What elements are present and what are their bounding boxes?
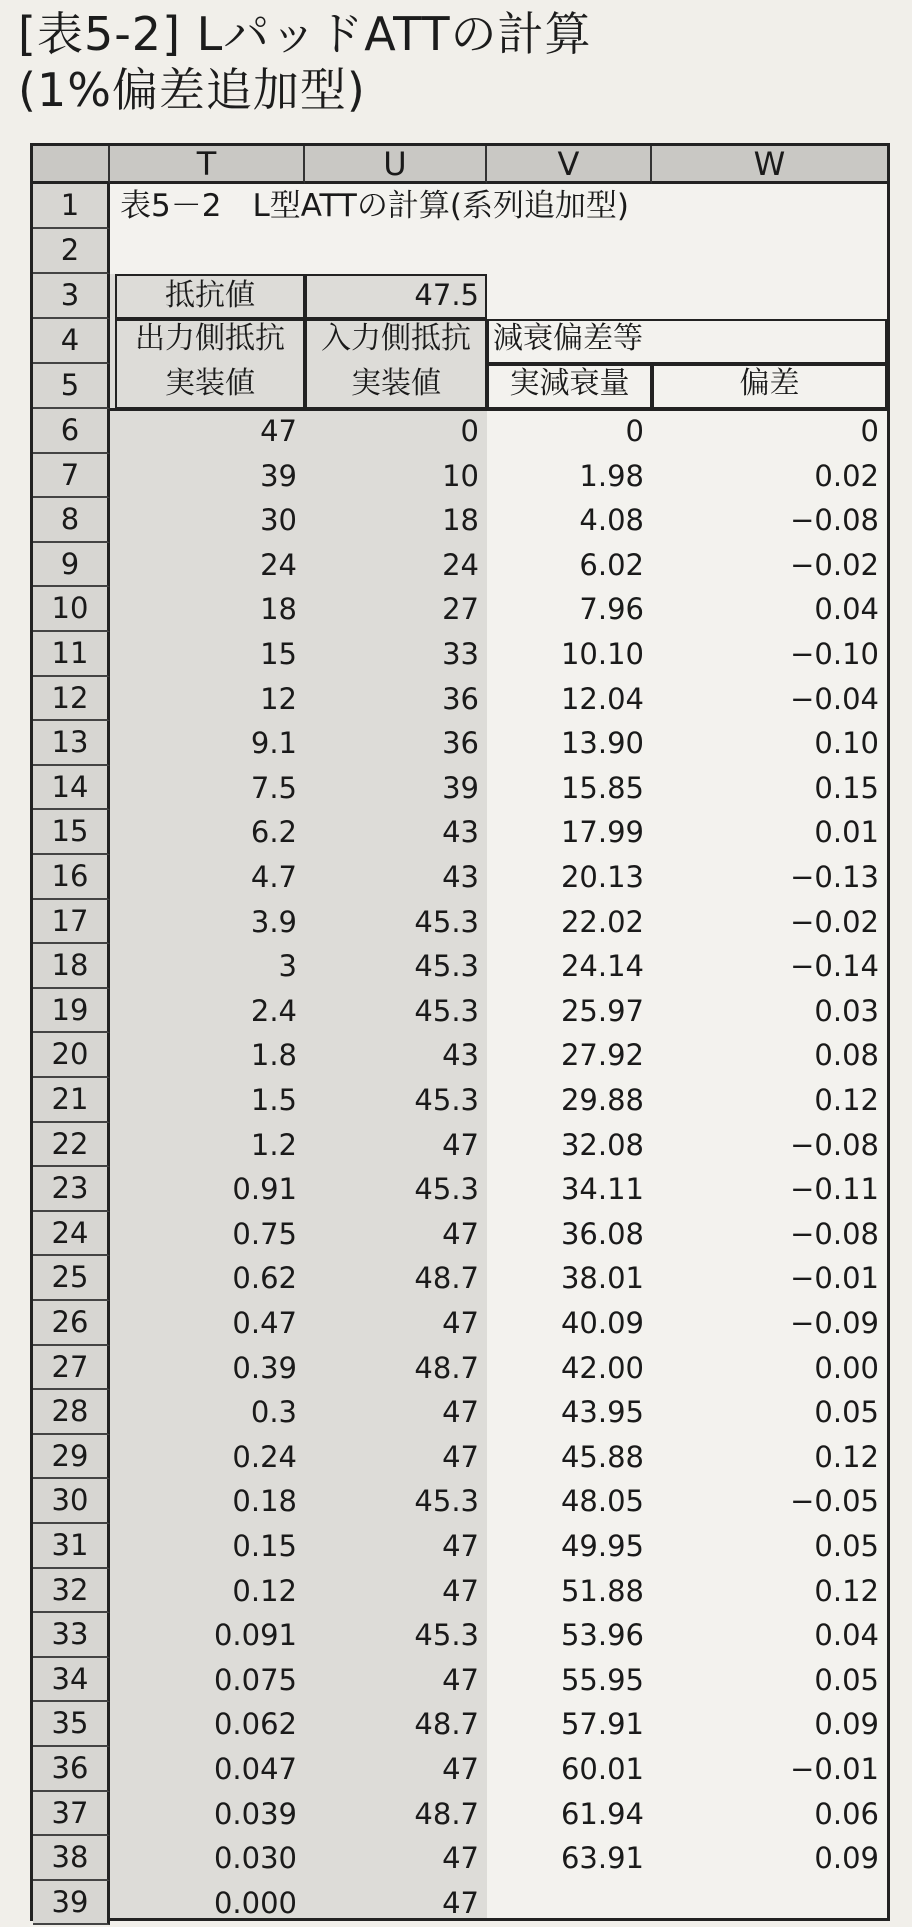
cell-w-7[interactable]: 0.02: [814, 458, 879, 493]
cell-w-27[interactable]: 0.00: [814, 1350, 879, 1385]
cell-w-32[interactable]: 0.12: [814, 1573, 879, 1608]
cell-v-27[interactable]: 42.00: [560, 1350, 644, 1385]
cell-w-21[interactable]: 0.12: [814, 1083, 879, 1117]
cell-u-11[interactable]: 33: [442, 637, 479, 671]
row-header-18[interactable]: 18: [33, 944, 110, 989]
cell-w-18[interactable]: −0.14: [790, 949, 879, 984]
cell-v-21[interactable]: 29.88: [560, 1083, 644, 1117]
cell-v-12[interactable]: 12.04: [560, 681, 644, 716]
cell-w-28[interactable]: 0.05: [814, 1395, 879, 1430]
cell-t-11[interactable]: 15: [260, 637, 297, 671]
cell-v-9[interactable]: 6.02: [579, 547, 644, 582]
column-header-w[interactable]: W: [652, 146, 887, 184]
cell-u-7[interactable]: 10: [442, 458, 479, 493]
cell-t-29[interactable]: 0.24: [232, 1439, 297, 1474]
cell-t-38[interactable]: 0.030: [213, 1841, 297, 1876]
deviation-label[interactable]: 偏差: [739, 366, 800, 401]
cell-v-23[interactable]: 34.11: [560, 1172, 644, 1207]
cell-t-18[interactable]: 3: [278, 949, 297, 984]
cell-w-25[interactable]: −0.01: [790, 1261, 879, 1296]
cell-u-39[interactable]: 47: [442, 1885, 479, 1920]
cell-t-35[interactable]: 0.062: [213, 1707, 297, 1742]
row-header-22[interactable]: 22: [33, 1123, 110, 1168]
cell-u-24[interactable]: 47: [442, 1216, 479, 1251]
cell-w-38[interactable]: 0.09: [814, 1841, 879, 1876]
row-header-2[interactable]: 2: [33, 229, 110, 274]
cell-v-20[interactable]: 27.92: [560, 1038, 644, 1073]
cell-v-31[interactable]: 49.95: [560, 1529, 644, 1563]
row-header-9[interactable]: 9: [33, 543, 110, 588]
cell-t-22[interactable]: 1.2: [250, 1127, 297, 1162]
cell-v-34[interactable]: 55.95: [560, 1662, 644, 1697]
cell-t-21[interactable]: 1.5: [250, 1083, 297, 1117]
cell-t-31[interactable]: 0.15: [232, 1529, 297, 1563]
cell-t-36[interactable]: 0.047: [213, 1752, 297, 1786]
cell-v-19[interactable]: 25.97: [560, 993, 644, 1028]
cell-w-17[interactable]: −0.02: [790, 904, 879, 939]
row-header-12[interactable]: 12: [33, 677, 110, 722]
cell-u-36[interactable]: 47: [442, 1752, 479, 1786]
cell-t-13[interactable]: 9.1: [250, 726, 297, 761]
cell-v-25[interactable]: 38.01: [560, 1261, 644, 1296]
output-actual-label[interactable]: 実装値: [165, 366, 255, 401]
cell-w-24[interactable]: −0.08: [790, 1216, 879, 1251]
cell-v-32[interactable]: 51.88: [560, 1573, 644, 1608]
cell-v-17[interactable]: 22.02: [560, 904, 644, 939]
row-header-19[interactable]: 19: [33, 989, 110, 1034]
cell-v-15[interactable]: 17.99: [560, 815, 644, 850]
cell-v-29[interactable]: 45.88: [560, 1439, 644, 1474]
cell-u-16[interactable]: 43: [442, 860, 479, 894]
cell-t-19[interactable]: 2.4: [250, 993, 297, 1028]
row-header-33[interactable]: 33: [33, 1613, 110, 1658]
cell-w-35[interactable]: 0.09: [814, 1707, 879, 1742]
cell-w-36[interactable]: −0.01: [790, 1752, 879, 1786]
cell-t-33[interactable]: 0.091: [213, 1618, 297, 1653]
cell-w-22[interactable]: −0.08: [790, 1127, 879, 1162]
cell-v-30[interactable]: 48.05: [560, 1484, 644, 1519]
row-header-5[interactable]: 5: [33, 364, 110, 409]
input-resistance-label[interactable]: 入力側抵抗: [321, 321, 471, 356]
row-header-28[interactable]: 28: [33, 1390, 110, 1435]
cell-t-34[interactable]: 0.075: [213, 1662, 297, 1697]
cell-w-12[interactable]: −0.04: [790, 681, 879, 716]
cell-w-16[interactable]: −0.13: [790, 860, 879, 894]
cell-v-35[interactable]: 57.91: [560, 1707, 644, 1742]
cell-t-28[interactable]: 0.3: [250, 1395, 297, 1430]
row-header-30[interactable]: 30: [33, 1479, 110, 1524]
cell-u-20[interactable]: 43: [442, 1038, 479, 1073]
cell-v-22[interactable]: 32.08: [560, 1127, 644, 1162]
attenuation-deviation-label[interactable]: 減衰偏差等: [493, 321, 643, 356]
cell-t-12[interactable]: 12: [260, 681, 297, 716]
row-header-32[interactable]: 32: [33, 1569, 110, 1614]
cell-w-9[interactable]: −0.02: [790, 547, 879, 582]
cell-u-25[interactable]: 48.7: [414, 1261, 479, 1296]
row-header-23[interactable]: 23: [33, 1167, 110, 1212]
cell-w-29[interactable]: 0.12: [814, 1439, 879, 1474]
cell-u-27[interactable]: 48.7: [414, 1350, 479, 1385]
cell-v-26[interactable]: 40.09: [560, 1306, 644, 1340]
cell-w-8[interactable]: −0.08: [790, 503, 879, 538]
row-header-1[interactable]: 1: [33, 184, 110, 229]
row-header-34[interactable]: 34: [33, 1658, 110, 1703]
cell-w-33[interactable]: 0.04: [814, 1618, 879, 1653]
cell-v-7[interactable]: 1.98: [579, 458, 644, 493]
caption-line-1: [表5-2] LパッドATTの計算: [18, 7, 592, 61]
cell-u-22[interactable]: 47: [442, 1127, 479, 1162]
cell-u-18[interactable]: 45.3: [414, 949, 479, 984]
cell-t-17[interactable]: 3.9: [250, 904, 297, 939]
cell-t-8[interactable]: 30: [260, 503, 297, 538]
cell-u-26[interactable]: 47: [442, 1306, 479, 1340]
cell-u-29[interactable]: 47: [442, 1439, 479, 1474]
cell-u-14[interactable]: 39: [442, 770, 479, 805]
cell-w-14[interactable]: 0.15: [814, 770, 879, 805]
cell-v-10[interactable]: 7.96: [579, 592, 644, 627]
row-header-37[interactable]: 37: [33, 1792, 110, 1837]
cell-t-7[interactable]: 39: [260, 458, 297, 493]
output-resistance-label[interactable]: 出力側抵抗: [135, 321, 285, 356]
row-header-20[interactable]: 20: [33, 1033, 110, 1078]
cell-t-37[interactable]: 0.039: [213, 1796, 297, 1831]
row-header-21[interactable]: 21: [33, 1078, 110, 1123]
row-header-29[interactable]: 29: [33, 1435, 110, 1480]
cell-v-33[interactable]: 53.96: [560, 1618, 644, 1653]
row-header-3[interactable]: 3: [33, 274, 110, 319]
cell-v-24[interactable]: 36.08: [560, 1216, 644, 1251]
cell-v-36[interactable]: 60.01: [560, 1752, 644, 1786]
cell-v-6[interactable]: 0: [625, 414, 644, 448]
cell-u-15[interactable]: 43: [442, 815, 479, 850]
row-header-10[interactable]: 10: [33, 587, 110, 632]
caption-line-2: (1%偏差追加型): [18, 63, 366, 117]
spreadsheet: [30, 143, 890, 1921]
row-header-31[interactable]: 31: [33, 1524, 110, 1569]
column-header-t[interactable]: T: [110, 146, 305, 184]
cell-u-10[interactable]: 27: [442, 592, 479, 627]
cell-t-14[interactable]: 7.5: [250, 770, 297, 805]
figure-caption: [18, 6, 592, 118]
cell-w-26[interactable]: −0.09: [790, 1306, 879, 1340]
cell-u-33[interactable]: 45.3: [414, 1618, 479, 1653]
row-header-13[interactable]: 13: [33, 721, 110, 766]
cell-w-10[interactable]: 0.04: [814, 592, 879, 627]
row-header-4[interactable]: 4: [33, 319, 110, 364]
cell-w-11[interactable]: −0.10: [790, 637, 879, 671]
cell-t-30[interactable]: 0.18: [232, 1484, 297, 1519]
resistance-label[interactable]: 抵抗値: [165, 278, 255, 313]
row-header-39[interactable]: 39: [33, 1881, 110, 1926]
cell-t-10[interactable]: 18: [260, 592, 297, 627]
cell-u-30[interactable]: 45.3: [414, 1484, 479, 1519]
cell-u-17[interactable]: 45.3: [414, 904, 479, 939]
actual-attenuation-label[interactable]: 実減衰量: [509, 366, 630, 401]
cell-t-32[interactable]: 0.12: [232, 1573, 297, 1608]
cell-u-6[interactable]: 0: [460, 414, 479, 448]
resistance-value[interactable]: 47.5: [414, 278, 479, 312]
cell-w-34[interactable]: 0.05: [814, 1662, 879, 1697]
cell-v-14[interactable]: 15.85: [560, 770, 644, 805]
cell-t-9[interactable]: 24: [260, 547, 297, 582]
cell-t-6[interactable]: 47: [260, 414, 297, 448]
cell-w-19[interactable]: 0.03: [814, 993, 879, 1028]
row-header-24[interactable]: 24: [33, 1212, 110, 1257]
cell-u-32[interactable]: 47: [442, 1573, 479, 1608]
cell-u-12[interactable]: 36: [442, 681, 479, 716]
row-header-26[interactable]: 26: [33, 1301, 110, 1346]
cell-w-37[interactable]: 0.06: [814, 1796, 879, 1831]
cell-t-24[interactable]: 0.75: [232, 1216, 297, 1251]
cell-v-18[interactable]: 24.14: [560, 949, 644, 984]
cell-t-26[interactable]: 0.47: [232, 1306, 297, 1340]
cell-t-27[interactable]: 0.39: [232, 1350, 297, 1385]
cell-w-6[interactable]: 0: [860, 414, 879, 448]
cell-w-13[interactable]: 0.10: [814, 726, 879, 761]
row-header-15[interactable]: 15: [33, 810, 110, 855]
cell-v-16[interactable]: 20.13: [560, 860, 644, 894]
cell-w-30[interactable]: −0.05: [790, 1484, 879, 1519]
cell-w-31[interactable]: 0.05: [814, 1529, 879, 1563]
cell-t-39[interactable]: 0.000: [213, 1885, 297, 1920]
cell-v-28[interactable]: 43.95: [560, 1395, 644, 1430]
corner-cell[interactable]: [33, 146, 110, 184]
row-header-27[interactable]: 27: [33, 1346, 110, 1391]
cell-t-23[interactable]: 0.91: [232, 1172, 297, 1207]
row-header-38[interactable]: 38: [33, 1836, 110, 1881]
cell-u-9[interactable]: 24: [442, 547, 479, 582]
cell-u-31[interactable]: 47: [442, 1529, 479, 1563]
cell-v-8[interactable]: 4.08: [579, 503, 644, 538]
column-header-v[interactable]: V: [487, 146, 652, 184]
cell-w-23[interactable]: −0.11: [790, 1172, 879, 1207]
row-header-36[interactable]: 36: [33, 1747, 110, 1792]
row-header-11[interactable]: 11: [33, 632, 110, 677]
cell-u-38[interactable]: 47: [442, 1841, 479, 1876]
row-header-14[interactable]: 14: [33, 766, 110, 811]
cell-u-23[interactable]: 45.3: [414, 1172, 479, 1207]
cell-v-37[interactable]: 61.94: [560, 1796, 644, 1831]
cell-v-38[interactable]: 63.91: [560, 1841, 644, 1876]
row-header-8[interactable]: 8: [33, 498, 110, 543]
cell-v-11[interactable]: 10.10: [560, 637, 644, 671]
row-header-16[interactable]: 16: [33, 855, 110, 900]
sheet-title[interactable]: 表5－2 L型ATTの計算(系列追加型): [120, 188, 630, 224]
cell-u-13[interactable]: 36: [442, 726, 479, 761]
cell-t-25[interactable]: 0.62: [232, 1261, 297, 1296]
cell-u-21[interactable]: 45.3: [414, 1083, 479, 1117]
cell-t-16[interactable]: 4.7: [250, 860, 297, 894]
cell-u-19[interactable]: 45.3: [414, 993, 479, 1028]
input-actual-label[interactable]: 実装値: [351, 366, 441, 401]
cell-u-37[interactable]: 48.7: [414, 1796, 479, 1831]
cell-t-20[interactable]: 1.8: [250, 1038, 297, 1073]
cell-u-34[interactable]: 47: [442, 1662, 479, 1697]
row-header-17[interactable]: 17: [33, 900, 110, 945]
row-header-25[interactable]: 25: [33, 1256, 110, 1301]
row-header-35[interactable]: 35: [33, 1702, 110, 1747]
cell-w-15[interactable]: 0.01: [814, 815, 879, 850]
cell-t-15[interactable]: 6.2: [250, 815, 297, 850]
cell-v-13[interactable]: 13.90: [560, 726, 644, 761]
row-header-6[interactable]: 6: [33, 409, 110, 454]
cell-w-20[interactable]: 0.08: [814, 1038, 879, 1073]
row-header-7[interactable]: 7: [33, 454, 110, 499]
column-header-u[interactable]: U: [305, 146, 487, 184]
cell-u-8[interactable]: 18: [442, 503, 479, 538]
cell-u-35[interactable]: 48.7: [414, 1707, 479, 1742]
cell-u-28[interactable]: 47: [442, 1395, 479, 1430]
